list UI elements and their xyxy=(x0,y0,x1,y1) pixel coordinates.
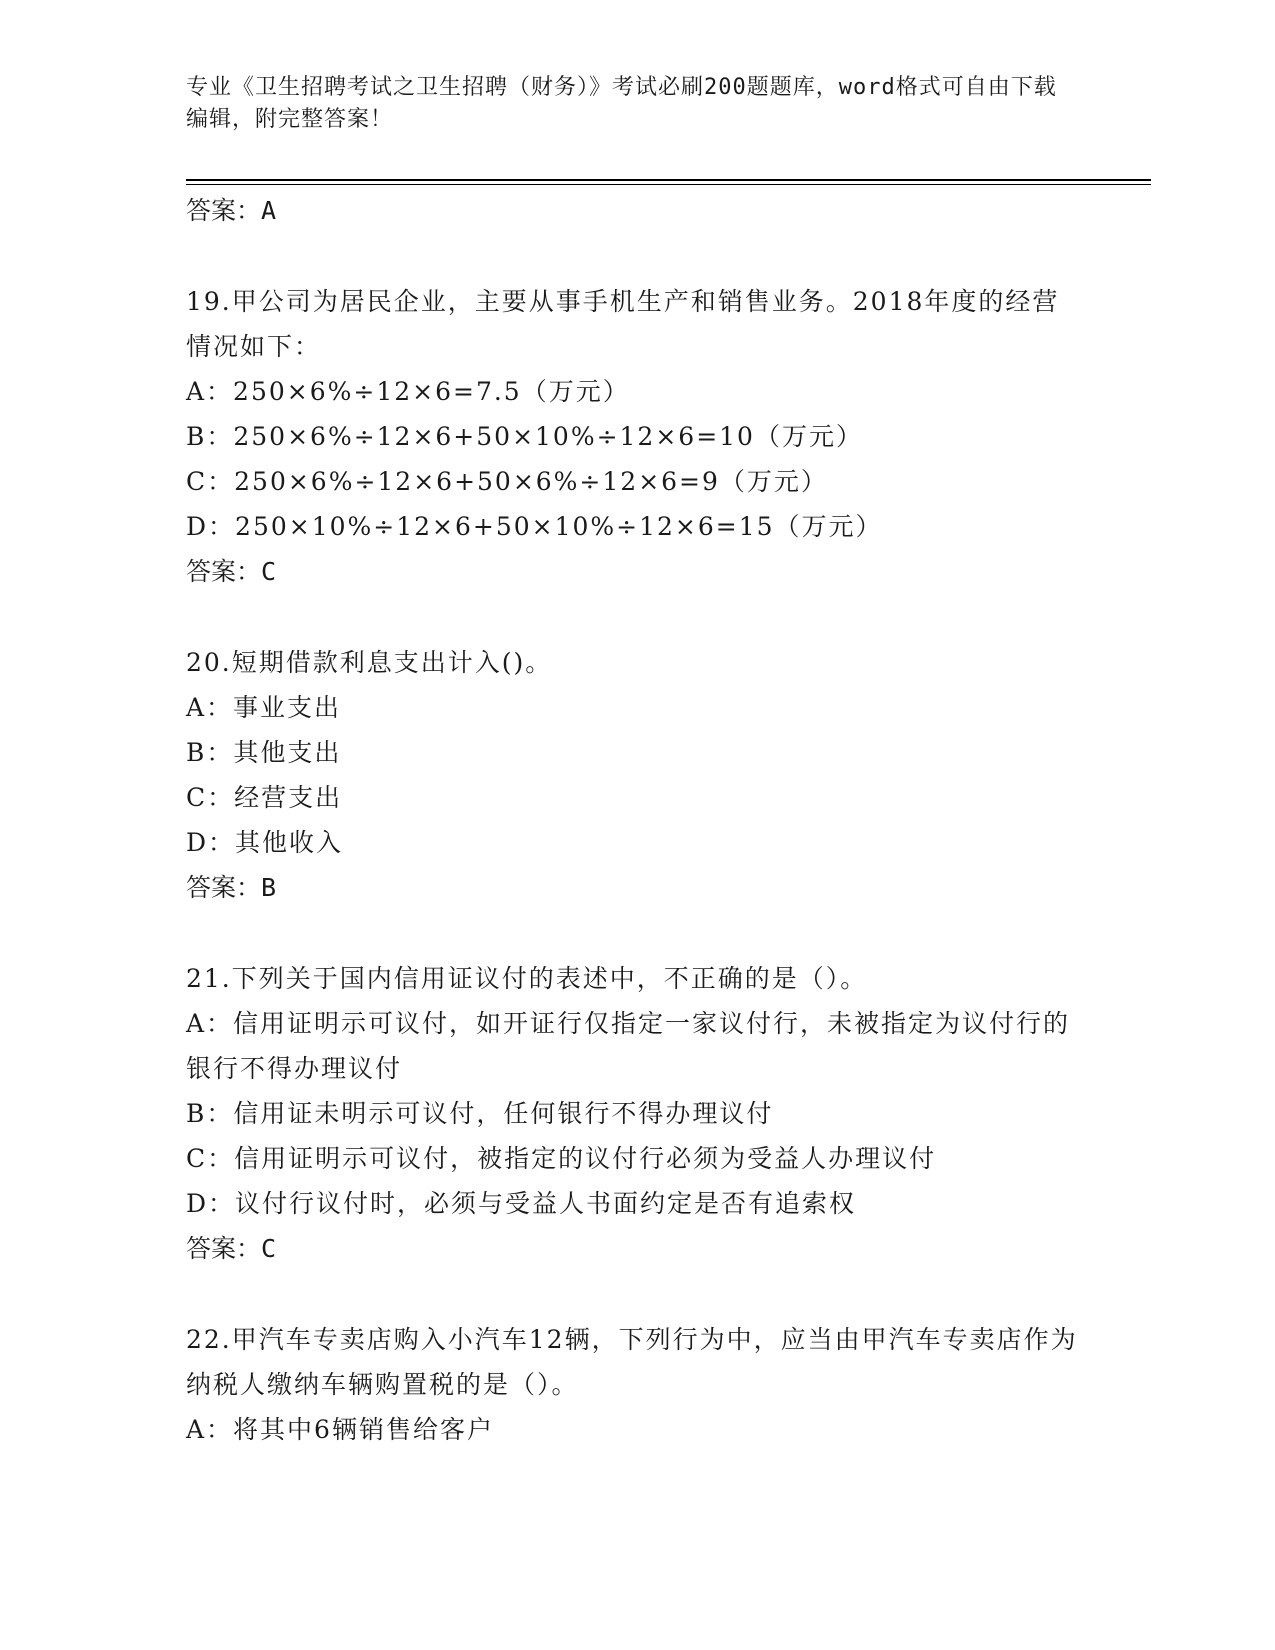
option-c: C：经营支出 xyxy=(186,783,343,812)
question-22 xyxy=(186,1317,1086,1452)
option-d: D：250×10%÷12×6+50×10%÷12×6=15（万元） xyxy=(186,512,883,541)
option-b: B：250×6%÷12×6+50×10%÷12×6=10（万元） xyxy=(186,422,863,451)
question-21 xyxy=(186,956,1086,1271)
answer-line: 答案：C xyxy=(186,557,277,586)
header-rule-thick xyxy=(186,179,1151,181)
answer-line: 答案：A xyxy=(186,196,277,225)
question-19 xyxy=(186,279,1086,594)
question-20 xyxy=(186,640,1086,910)
question-stem: 21.下列关于国内信用证议付的表述中，不正确的是（）。 xyxy=(186,964,868,993)
option-d: D：其他收入 xyxy=(186,828,344,857)
option-a: A：信用证明示可议付，如开证行仅指定一家议付行，未被指定为议付行的银行不得办理议付 xyxy=(186,1009,1071,1083)
question-stem: 20.短期借款利息支出计入()。 xyxy=(186,648,553,677)
option-b: B：信用证未明示可议付，任何银行不得办理议付 xyxy=(186,1099,774,1128)
option-b: B：其他支出 xyxy=(186,738,342,767)
question-list xyxy=(186,188,1086,1452)
option-d: D：议付行议付时，必须与受益人书面约定是否有追索权 xyxy=(186,1189,857,1218)
option-c: C：250×6%÷12×6+50×6%÷12×6=9（万元） xyxy=(186,467,828,496)
header-rule-thin xyxy=(186,184,1151,185)
option-a: A：将其中6辆销售给客户 xyxy=(186,1415,494,1444)
document-header: 专业《卫生招聘考试之卫生招聘（财务）》考试必刷200题题库，word格式可自由下载编辑，附完整答案！ xyxy=(186,75,1057,132)
question-stem: 19.甲公司为居民企业，主要从事手机生产和销售业务。2018年度的经营情况如下： xyxy=(186,287,1060,361)
answer-line: 答案：B xyxy=(186,873,277,902)
option-a: A：250×6%÷12×6=7.5（万元） xyxy=(186,377,630,406)
question-stem: 22.甲汽车专卖店购入小汽车12辆，下列行为中，应当由甲汽车专卖店作为纳税人缴纳车辆购置税的是（）。 xyxy=(186,1325,1078,1399)
answer-line: 答案：C xyxy=(186,1234,277,1263)
option-c: C：信用证明示可议付，被指定的议付行必须为受益人办理议付 xyxy=(186,1144,937,1173)
option-a: A：事业支出 xyxy=(186,693,342,722)
